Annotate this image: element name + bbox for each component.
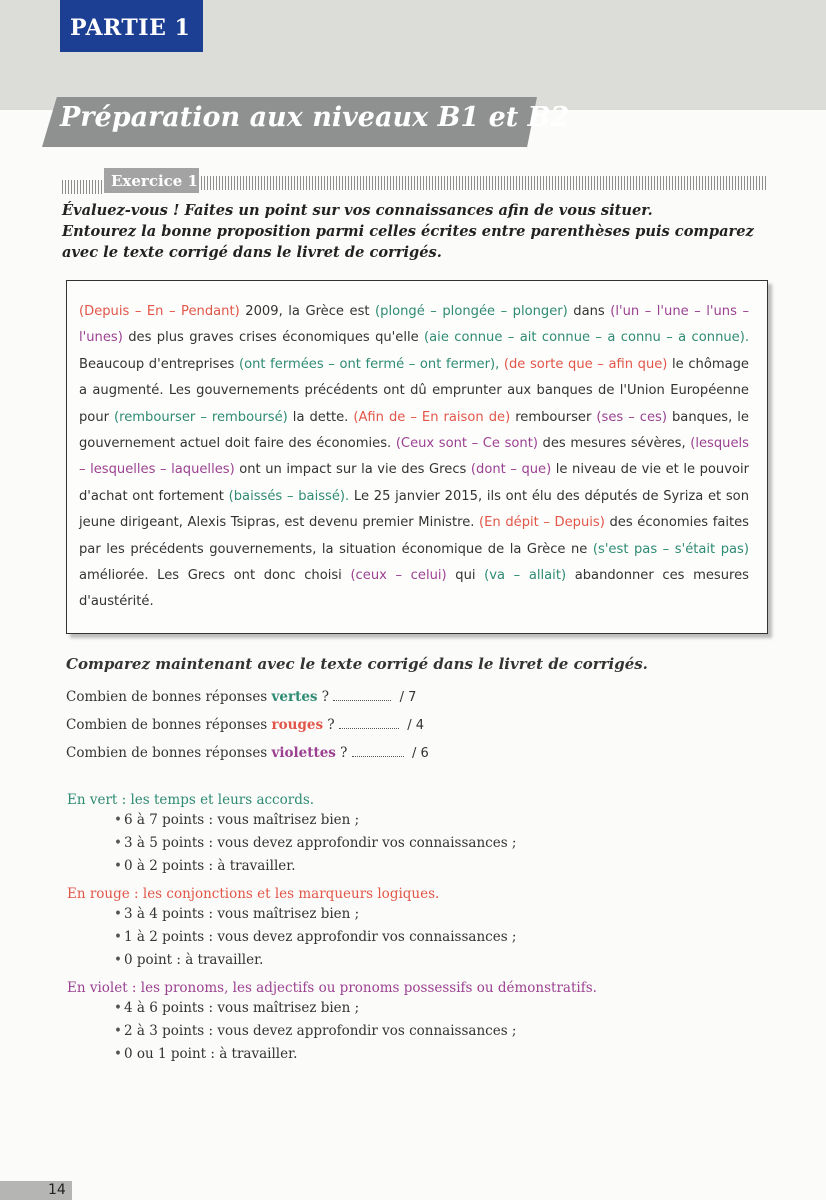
text-segment: rembourser (510, 409, 597, 425)
score-color-word: vertes (271, 689, 318, 705)
choice-option-violet[interactable]: (ses – ces) (596, 409, 667, 425)
page-number: 14 (0, 1181, 72, 1200)
bullet-icon: • (114, 835, 122, 851)
exercise-instructions (62, 200, 762, 263)
score-color-word: rouges (271, 717, 324, 733)
score-suffix: ? (317, 689, 330, 705)
bullet-icon: • (114, 906, 122, 922)
legend-heading-red: En rouge : les conjonctions et les marqueurs logiques. (67, 886, 440, 902)
choice-option-red[interactable]: (Depuis – En – Pendant) (79, 304, 240, 319)
choice-option-green[interactable]: (ont fermées – ont fermé – ont fermer), (239, 356, 500, 372)
bullet-icon: • (114, 1000, 122, 1016)
choice-option-red[interactable]: (En dépit – Depuis) (479, 515, 605, 531)
legend-heading-violet: En violet : les pronoms, les adjectifs ou pronoms possessifs ou démonstratifs. (67, 980, 597, 996)
score-prefix: Combien de bonnes réponses (66, 689, 272, 705)
text-segment: Beaucoup d'entreprises (79, 356, 239, 372)
list-item: • 0 point : à travailler. (114, 949, 516, 972)
score-prefix: Combien de bonnes réponses (66, 717, 272, 733)
text-segment: la dette. (287, 409, 354, 425)
bullet-icon: • (114, 952, 122, 968)
score-total: / 4 (407, 718, 425, 733)
text-segment: des plus graves crises économiques qu'elle (122, 330, 425, 346)
text-segment: dans (567, 304, 611, 319)
legend-list-violet (114, 997, 516, 1066)
text-segment: 2009, la Grèce est (239, 304, 376, 319)
score-line-green (66, 689, 416, 705)
choice-option-green[interactable]: (s'est pas – s'était pas) (592, 541, 749, 557)
legend-list-red (114, 903, 516, 972)
score-line-red (66, 717, 424, 733)
score-suffix: ? (323, 717, 335, 733)
score-color-word: violettes (271, 745, 336, 761)
list-item: • 3 à 5 points : vous devez approfondir vos connaissances ; (114, 832, 516, 855)
hatch-rule-right (201, 176, 767, 190)
bullet-icon: • (114, 1046, 122, 1062)
list-item: • 4 à 6 points : vous maîtrisez bien ; (114, 997, 516, 1020)
section-title: Préparation aux niveaux B1 et B2 (60, 102, 570, 133)
choice-option-green[interactable]: (va – allait) (484, 568, 567, 584)
choice-option-red[interactable]: (Afin de – En raison de) (353, 409, 511, 425)
score-total: / 6 (412, 746, 429, 761)
legend-list-green (114, 809, 516, 878)
list-item: • 1 à 2 points : vous devez approfondir vos connaissances ; (114, 926, 516, 949)
answer-blank[interactable] (333, 691, 391, 701)
exercise-label: Exercice 1 (104, 168, 199, 193)
choice-option-violet[interactable]: (l'un – l'une – l'uns – l'unes) (79, 304, 749, 346)
text-segment: le chômage a augmenté. Les gouvernements précédents ont dû emprunter aux banques de l'Union Européenne pour (79, 356, 749, 425)
compare-title: Comparez maintenant avec le texte corrigé dans le livret de corrigés. (66, 655, 648, 673)
exercise-text-box (66, 280, 768, 634)
answer-blank[interactable] (339, 719, 399, 729)
text-segment: banques, le gouvernement actuel doit faire des économies. (79, 409, 749, 452)
legend-heading-green: En vert : les temps et leurs accords. (67, 792, 315, 808)
choice-option-violet[interactable]: (Ceux sont – Ce sont) (395, 436, 538, 452)
hatch-rule-left (62, 180, 102, 194)
choice-option-green[interactable]: (plongé – plongée – plonger) (375, 304, 568, 319)
choice-option-violet[interactable]: (lesquels – lesquelles – laquelles) (79, 436, 749, 478)
bullet-icon: • (114, 929, 122, 945)
list-item: • 6 à 7 points : vous maîtrisez bien ; (114, 809, 516, 832)
text-segment: qui (446, 568, 485, 584)
list-item: • 3 à 4 points : vous maîtrisez bien ; (114, 903, 516, 926)
score-suffix: ? (335, 745, 348, 761)
instruction-line: Entourez la bonne proposition parmi celles écrites entre parenthèses puis comparez (62, 223, 754, 240)
answer-blank[interactable] (352, 747, 404, 757)
text-segment: le niveau de vie et le pouvoir d'achat ont fortement (79, 462, 749, 504)
text-segment: abandonner ces mesures d'austérité. (79, 568, 749, 610)
text-segment: améliorée. Les Grecs ont donc choisi (79, 568, 351, 584)
text-segment: des mesures sévères, (537, 436, 691, 452)
choice-option-green[interactable]: (baissés – baissé). (228, 488, 350, 504)
list-item: • 0 à 2 points : à travailler. (114, 855, 516, 878)
score-line-violet (66, 745, 429, 761)
instruction-line: avec le texte corrigé dans le livret de corrigés. (62, 244, 442, 261)
choice-option-red[interactable]: (de sorte que – afin que) (503, 356, 668, 372)
text-segment: Le 25 janvier 2015, ils ont élu des députés de Syriza et son jeune dirigeant, Alexis Tsipras, est devenu premier Ministre. (79, 488, 749, 531)
choice-option-green[interactable]: (aie connue – ait connue – a connu – a connue). (424, 330, 749, 346)
bullet-icon: • (114, 858, 122, 874)
list-item: • 2 à 3 points : vous devez approfondir vos connaissances ; (114, 1020, 516, 1043)
score-prefix: Combien de bonnes réponses (66, 745, 272, 761)
list-item: • 0 ou 1 point : à travailler. (114, 1043, 516, 1066)
text-segment: ont un impact sur la vie des Grecs (234, 462, 471, 478)
bullet-icon: • (114, 1023, 122, 1039)
choice-option-violet[interactable]: (dont – que) (470, 462, 552, 478)
instruction-line: Évaluez-vous ! Faites un point sur vos connaissances afin de vous situer. (62, 202, 653, 219)
bullet-icon: • (114, 812, 122, 828)
text-segment: des économies faites par les précédents gouvernements, la situation économique de la Grèce ne (79, 515, 750, 557)
score-total: / 7 (399, 690, 417, 705)
choice-option-violet[interactable]: (ceux – celui) (350, 568, 447, 584)
choice-option-green[interactable]: (rembourser – remboursé) (114, 409, 288, 425)
part-label: PARTIE 1 (60, 0, 203, 52)
